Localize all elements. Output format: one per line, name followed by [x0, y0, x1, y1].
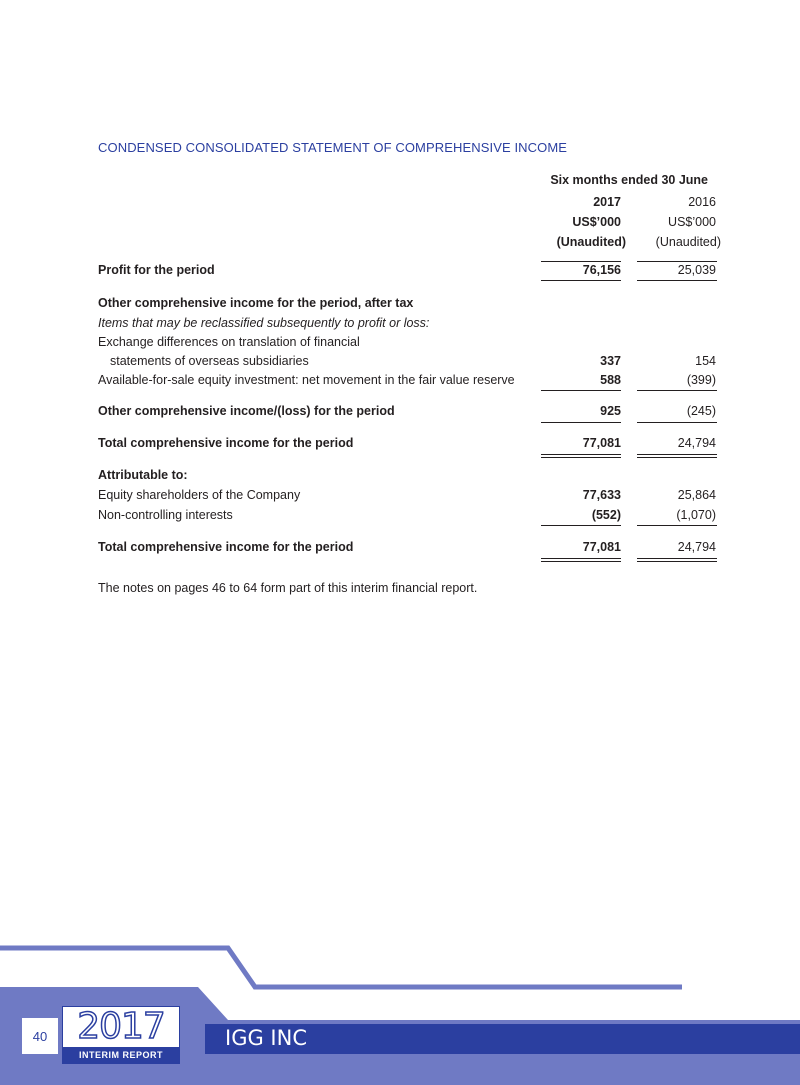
double-rule	[637, 454, 717, 458]
value-2016: 154	[695, 354, 716, 368]
value-2017: 76,156	[582, 263, 621, 277]
table-row	[0, 488, 800, 508]
value-2017: 77,081	[582, 540, 621, 554]
row-label: Profit for the period	[98, 263, 215, 277]
unit-2017-header: US$’000	[572, 215, 621, 229]
interim-report-logo	[62, 1006, 180, 1064]
rule	[541, 390, 621, 391]
value-2016: 25,864	[677, 488, 716, 502]
footnote: The notes on pages 46 to 64 form part of this interim financial report.	[98, 581, 478, 595]
double-rule	[541, 558, 621, 562]
value-2017: 77,633	[582, 488, 621, 502]
value-2017: (552)	[591, 508, 621, 522]
statement-title: CONDENSED CONSOLIDATED STATEMENT OF COMPREHENSIVE INCOME	[98, 140, 568, 155]
logo-year: 2017	[77, 1006, 165, 1047]
value-2017: 925	[600, 404, 621, 418]
rule	[541, 280, 621, 281]
rule	[637, 280, 717, 281]
row-label: Items that may be reclassified subsequently to profit or loss:	[98, 316, 430, 330]
unit-2016-header: US$’000	[668, 215, 716, 229]
row-label: Equity shareholders of the Company	[98, 488, 301, 502]
row-label: Total comprehensive income for the period	[98, 436, 354, 450]
section-heading	[0, 296, 800, 316]
row-label: statements of overseas subsidiaries	[110, 354, 309, 368]
year-2017-header: 2017	[593, 195, 621, 209]
row-label: Non-controlling interests	[98, 508, 233, 522]
value-2016: 24,794	[677, 540, 716, 554]
table-row	[0, 335, 800, 355]
status-2017-header: (Unaudited)	[556, 235, 626, 249]
row-label: Total comprehensive income for the period	[98, 540, 354, 554]
value-2017: 588	[600, 373, 621, 387]
logo-caption: INTERIM REPORT	[63, 1047, 179, 1063]
value-2016: (1,070)	[676, 508, 716, 522]
value-2016: 25,039	[677, 263, 716, 277]
table-row	[0, 540, 800, 560]
row-label: Other comprehensive income/(loss) for the period	[98, 404, 395, 418]
value-2016: (399)	[686, 373, 716, 387]
value-2017: 77,081	[582, 436, 621, 450]
status-2016-header: (Unaudited)	[655, 235, 721, 249]
double-rule	[541, 454, 621, 458]
rule	[541, 525, 621, 526]
company-name: IGG INC	[225, 1026, 307, 1050]
value-2016: 24,794	[677, 436, 716, 450]
row-label: Exchange differences on translation of financial	[98, 335, 360, 349]
value-2016: (245)	[686, 404, 716, 418]
rule	[637, 422, 717, 423]
double-rule	[637, 558, 717, 562]
period-header: Six months ended 30 June	[550, 173, 708, 187]
year-2016-header: 2016	[688, 195, 716, 209]
table-row	[0, 436, 800, 456]
table-row	[0, 404, 800, 424]
value-2017: 337	[600, 354, 621, 368]
rule	[541, 422, 621, 423]
rule	[637, 390, 717, 391]
section-heading	[0, 468, 800, 488]
rule	[637, 261, 717, 262]
rule	[541, 261, 621, 262]
section-note	[0, 316, 800, 336]
rule	[637, 525, 717, 526]
row-label: Other comprehensive income for the period, after tax	[98, 296, 414, 310]
row-label: Attributable to:	[98, 468, 188, 482]
table-row	[0, 354, 800, 374]
row-label: Available-for-sale equity investment: net movement in the fair value reserve	[98, 373, 515, 387]
page-number: 40	[22, 1018, 58, 1054]
